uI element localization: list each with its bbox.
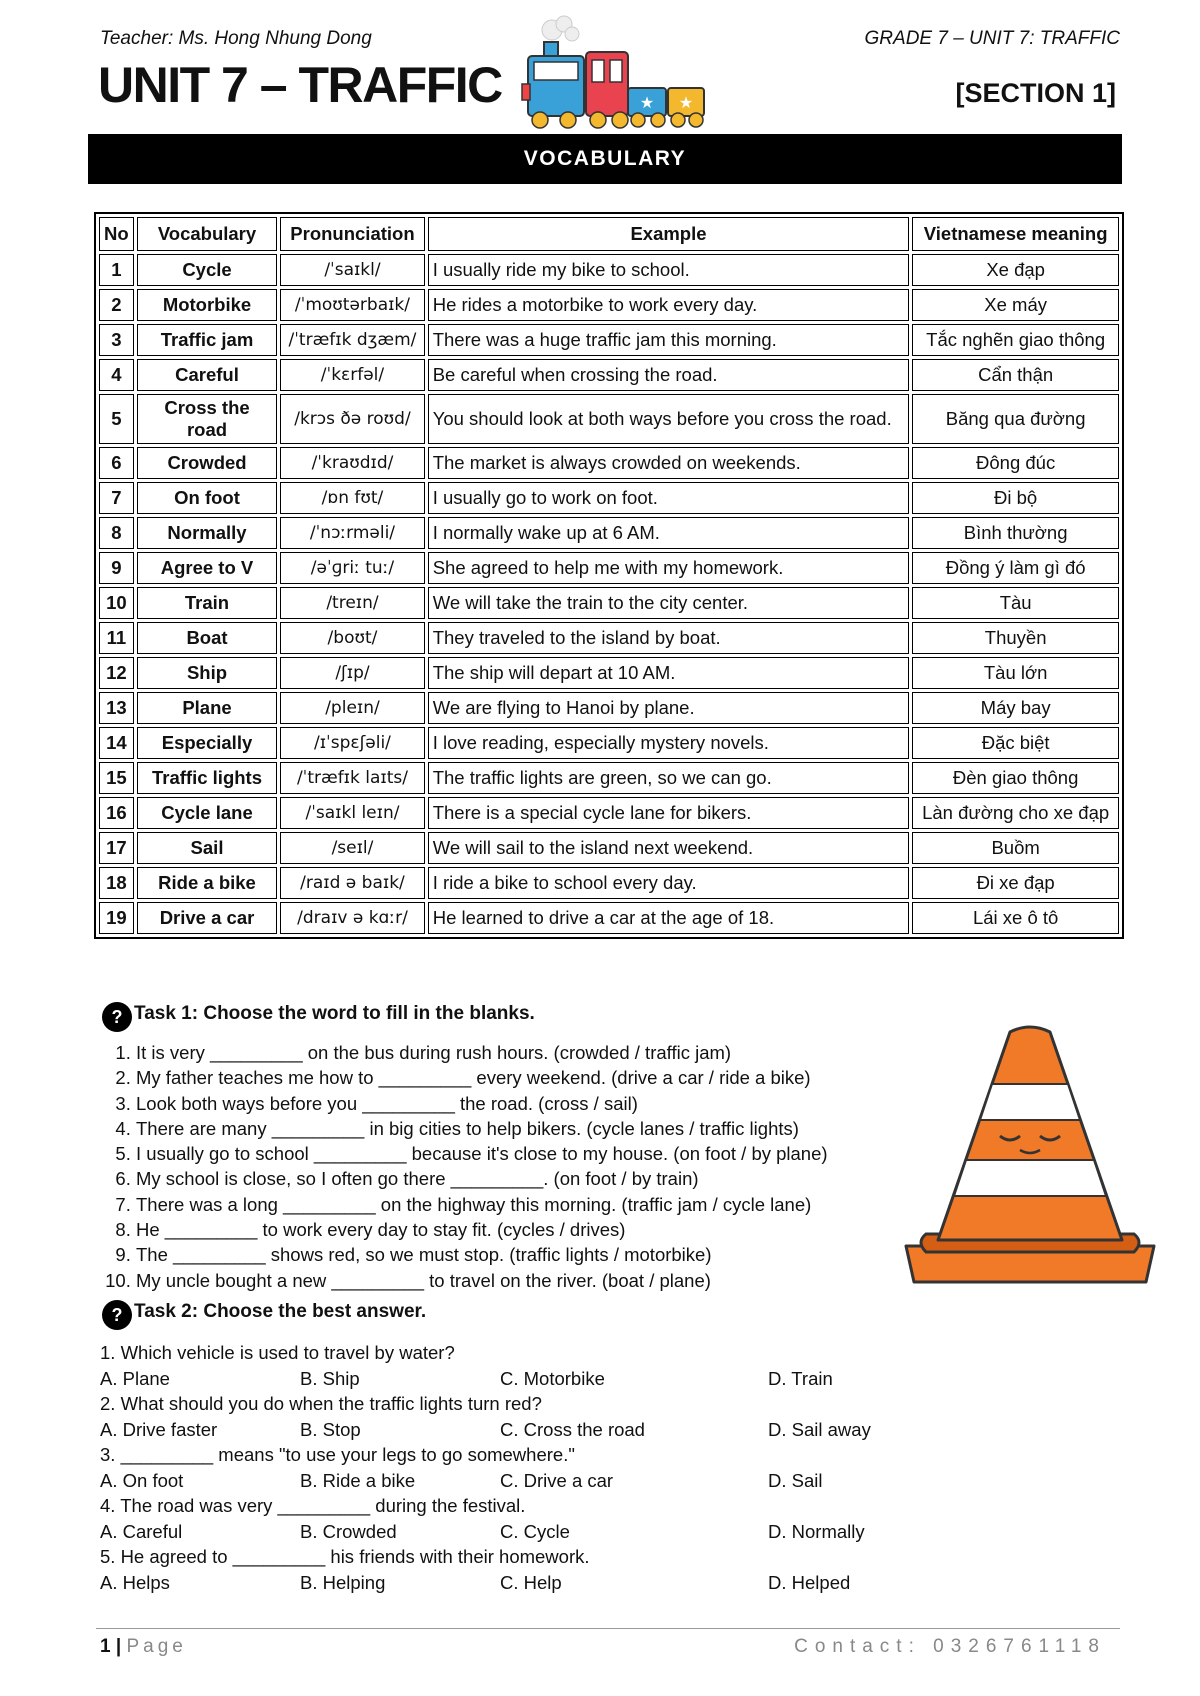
page-label: Page [126,1636,187,1657]
page-number: 1 [100,1636,111,1657]
task2-question: 2. What should you do when the traffic lights turn red? [100,1393,542,1414]
pronunciation: /ˈkraʊdɪd/ [280,447,424,479]
row-number: 1 [99,254,134,286]
vietnamese-meaning: Xe đạp [912,254,1119,286]
vocabulary-word: Sail [137,832,277,864]
answer-option-b: B. Crowded [300,1520,397,1542]
pronunciation: /boʊt/ [280,622,424,654]
answer-option-a: A. On foot [100,1469,184,1491]
example-sentence: He learned to drive a car at the age of 18. [428,902,910,934]
table-row [99,587,1119,619]
vietnamese-meaning: Làn đường cho xe đạp [912,797,1119,829]
row-number: 11 [99,622,134,654]
task1-item: 10. My uncle bought a new _________ to travel on the river. (boat / plane) [136,1268,976,1293]
answer-option-a: A. Plane [100,1367,170,1389]
task1-item: 2. My father teaches me how to _________ every weekend. (drive a car / ride a bike) [136,1065,976,1090]
table-row [99,447,1119,479]
col-header-vocabulary: Vocabulary [137,217,277,251]
task2-options [100,1570,851,1596]
vocabulary-table-body [99,254,1119,934]
task2-question: 4. The road was very _________ during the festival. [100,1495,526,1516]
pronunciation: /ˈtræfɪk dʒæm/ [280,324,424,356]
page-separator: | [115,1636,122,1657]
table-row [99,867,1119,899]
pronunciation: /ˈkɛrfəl/ [280,359,424,391]
task1-item: 4. There are many _________ in big cities to help bikers. (cycle lanes / traffic lights) [136,1116,976,1141]
example-sentence: The traffic lights are green, so we can go. [428,762,910,794]
vocabulary-word: Normally [137,517,277,549]
answer-option-c: C. Cycle [500,1520,570,1542]
pronunciation: /raɪd ə baɪk/ [280,867,424,899]
task1-item: 1. It is very _________ on the bus during rush hours. (crowded / traffic jam) [136,1040,976,1065]
svg-text:★: ★ [678,95,694,112]
task1-item: 3. Look both ways before you _________ the road. (cross / sail) [136,1091,976,1116]
vocabulary-word: Boat [137,622,277,654]
answer-option-c: C. Drive a car [500,1469,614,1491]
vietnamese-meaning: Xe máy [912,289,1119,321]
row-number: 9 [99,552,134,584]
task2-options [100,1519,865,1545]
row-number: 8 [99,517,134,549]
answer-option-a: A. Drive faster [100,1418,218,1440]
question-icon: ? [102,1002,132,1032]
vietnamese-meaning: Đi bộ [912,482,1119,514]
task2-options [100,1366,833,1392]
page-title: UNIT 7 – TRAFFIC [98,57,502,113]
row-number: 13 [99,692,134,724]
row-number: 15 [99,762,134,794]
vocabulary-word: Drive a car [137,902,277,934]
example-sentence: We are flying to Hanoi by plane. [428,692,910,724]
example-sentence: The ship will depart at 10 AM. [428,657,910,689]
row-number: 14 [99,727,134,759]
table-row [99,797,1119,829]
vietnamese-meaning: Cẩn thận [912,359,1119,391]
table-row [99,324,1119,356]
pronunciation: /draɪv ə kɑːr/ [280,902,424,934]
vietnamese-meaning: Tắc nghẽn giao thông [912,324,1119,356]
task2-question: 5. He agreed to _________ his friends with their homework. [100,1546,590,1567]
vocabulary-word: Motorbike [137,289,277,321]
example-sentence: We will take the train to the city center. [428,587,910,619]
answer-option-a: A. Helps [100,1571,170,1593]
row-number: 5 [99,394,134,444]
vocabulary-word: Train [137,587,277,619]
teacher-name: Teacher: Ms. Hong Nhung Dong [100,28,372,49]
example-sentence: They traveled to the island by boat. [428,622,910,654]
vietnamese-meaning: Buồm [912,832,1119,864]
example-sentence: There was a huge traffic jam this morning. [428,324,910,356]
footer-divider [96,1628,1120,1629]
col-header-vietnamese: Vietnamese meaning [912,217,1119,251]
vocabulary-word: Cycle [137,254,277,286]
answer-option-b: B. Helping [300,1571,386,1593]
table-row [99,517,1119,549]
answer-option-a: A. Careful [100,1520,183,1542]
vocabulary-table [94,212,1124,939]
smoke-icon [542,16,579,41]
vietnamese-meaning: Băng qua đường [912,394,1119,444]
task1-item: 5. I usually go to school _________ because it's close to my house. (on foot / by plane) [136,1141,976,1166]
task1-item: 9. The _________ shows red, so we must stop. (traffic lights / motorbike) [136,1242,976,1267]
table-row [99,762,1119,794]
col-header-pronunciation: Pronunciation [280,217,424,251]
pronunciation: /ˈnɔːrməli/ [280,517,424,549]
task2-options [100,1417,871,1443]
vocabulary-word: Traffic jam [137,324,277,356]
vocabulary-word: Ship [137,657,277,689]
row-number: 19 [99,902,134,934]
table-row [99,482,1119,514]
vocabulary-word: Traffic lights [137,762,277,794]
answer-option-c: C. Cross the road [500,1418,645,1440]
example-sentence: She agreed to help me with my homework. [428,552,910,584]
table-row [99,692,1119,724]
section-label: [SECTION 1] [955,78,1116,108]
task2-question: 3. _________ means "to use your legs to go somewhere." [100,1444,575,1465]
example-sentence: I ride a bike to school every day. [428,867,910,899]
task2-list [100,1340,871,1595]
task2-question: 1. Which vehicle is used to travel by water? [100,1342,455,1363]
row-number: 7 [99,482,134,514]
vietnamese-meaning: Đặc biệt [912,727,1119,759]
table-row [99,359,1119,391]
answer-option-d: D. Normally [768,1520,865,1542]
answer-option-b: B. Ship [300,1367,360,1389]
pronunciation: /əˈɡriː tuː/ [280,552,424,584]
answer-option-d: D. Train [768,1367,833,1389]
pronunciation: /ˈtræfɪk laɪts/ [280,762,424,794]
task1-item: 8. He _________ to work every day to stay fit. (cycles / drives) [136,1217,976,1242]
footer-contact: Contact: 0326761118 [794,1636,1106,1657]
pronunciation: /treɪn/ [280,587,424,619]
table-row [99,254,1119,286]
vocabulary-word: Especially [137,727,277,759]
example-sentence: You should look at both ways before you cross the road. [428,394,910,444]
example-sentence: He rides a motorbike to work every day. [428,289,910,321]
row-number: 16 [99,797,134,829]
traffic-cone-illustration [900,1020,1160,1290]
col-header-example: Example [428,217,910,251]
vietnamese-meaning: Đông đúc [912,447,1119,479]
example-sentence: Be careful when crossing the road. [428,359,910,391]
pronunciation: /ɒn fʊt/ [280,482,424,514]
answer-option-d: D. Sail [768,1469,823,1491]
example-sentence: I usually go to work on foot. [428,482,910,514]
vocabulary-word: On foot [137,482,277,514]
answer-option-d: D. Sail away [768,1418,871,1440]
task2-heading [102,1300,426,1330]
task1-item: 6. My school is close, so I often go there _________. (on foot / by train) [136,1166,976,1191]
example-sentence: I usually ride my bike to school. [428,254,910,286]
svg-text:★: ★ [639,95,655,112]
footer-page [100,1636,187,1658]
table-row [99,394,1119,444]
task2-options [100,1468,823,1494]
vocabulary-word: Cycle lane [137,797,277,829]
row-number: 3 [99,324,134,356]
vietnamese-meaning: Bình thường [912,517,1119,549]
example-sentence: I normally wake up at 6 AM. [428,517,910,549]
table-row [99,727,1119,759]
pronunciation: /seɪl/ [280,832,424,864]
vocabulary-word: Cross the road [137,394,277,444]
pronunciation: /krɔs ðə roʊd/ [280,394,424,444]
task1-heading [102,1002,535,1032]
vietnamese-meaning: Đồng ý làm gì đó [912,552,1119,584]
vietnamese-meaning: Tàu [912,587,1119,619]
pronunciation: /ˈmoʊtərbaɪk/ [280,289,424,321]
toy-train-illustration [520,8,710,136]
pronunciation: /ˈsaɪkl leɪn/ [280,797,424,829]
table-row [99,622,1119,654]
answer-option-c: C. Motorbike [500,1367,605,1389]
vietnamese-meaning: Đèn giao thông [912,762,1119,794]
table-row [99,657,1119,689]
answer-option-b: B. Stop [300,1418,361,1440]
vocabulary-banner: VOCABULARY [88,134,1122,184]
pronunciation: /ˈsaɪkl/ [280,254,424,286]
vietnamese-meaning: Đi xe đạp [912,867,1119,899]
question-icon: ? [102,1300,132,1330]
answer-option-b: B. Ride a bike [300,1469,416,1491]
row-number: 2 [99,289,134,321]
vocabulary-word: Ride a bike [137,867,277,899]
vietnamese-meaning: Máy bay [912,692,1119,724]
example-sentence: There is a special cycle lane for bikers. [428,797,910,829]
row-number: 10 [99,587,134,619]
vietnamese-meaning: Tàu lớn [912,657,1119,689]
vocabulary-word: Agree to V [137,552,277,584]
example-sentence: We will sail to the island next weekend. [428,832,910,864]
row-number: 18 [99,867,134,899]
example-sentence: I love reading, especially mystery novels. [428,727,910,759]
vocabulary-word: Careful [137,359,277,391]
row-number: 4 [99,359,134,391]
table-row [99,289,1119,321]
table-row [99,832,1119,864]
grade-label: GRADE 7 – UNIT 7: TRAFFIC [864,28,1120,49]
answer-option-d: D. Helped [768,1571,851,1593]
row-number: 17 [99,832,134,864]
task1-list [102,1040,976,1293]
task1-title: Task 1: Choose the word to fill in the blanks. [134,1003,535,1024]
vocabulary-word: Plane [137,692,277,724]
example-sentence: The market is always crowded on weekends. [428,447,910,479]
pronunciation: /pleɪn/ [280,692,424,724]
answer-option-c: C. Help [500,1571,562,1593]
row-number: 6 [99,447,134,479]
vietnamese-meaning: Lái xe ô tô [912,902,1119,934]
col-header-no: No [99,217,134,251]
pronunciation: /ɪˈspɛʃəli/ [280,727,424,759]
table-header-row [99,217,1119,251]
pronunciation: /ʃɪp/ [280,657,424,689]
table-row [99,552,1119,584]
row-number: 12 [99,657,134,689]
table-row [99,902,1119,934]
task2-title: Task 2: Choose the best answer. [134,1301,427,1322]
vocabulary-word: Crowded [137,447,277,479]
task1-item: 7. There was a long _________ on the highway this morning. (traffic jam / cycle lane) [136,1192,976,1217]
vietnamese-meaning: Thuyền [912,622,1119,654]
